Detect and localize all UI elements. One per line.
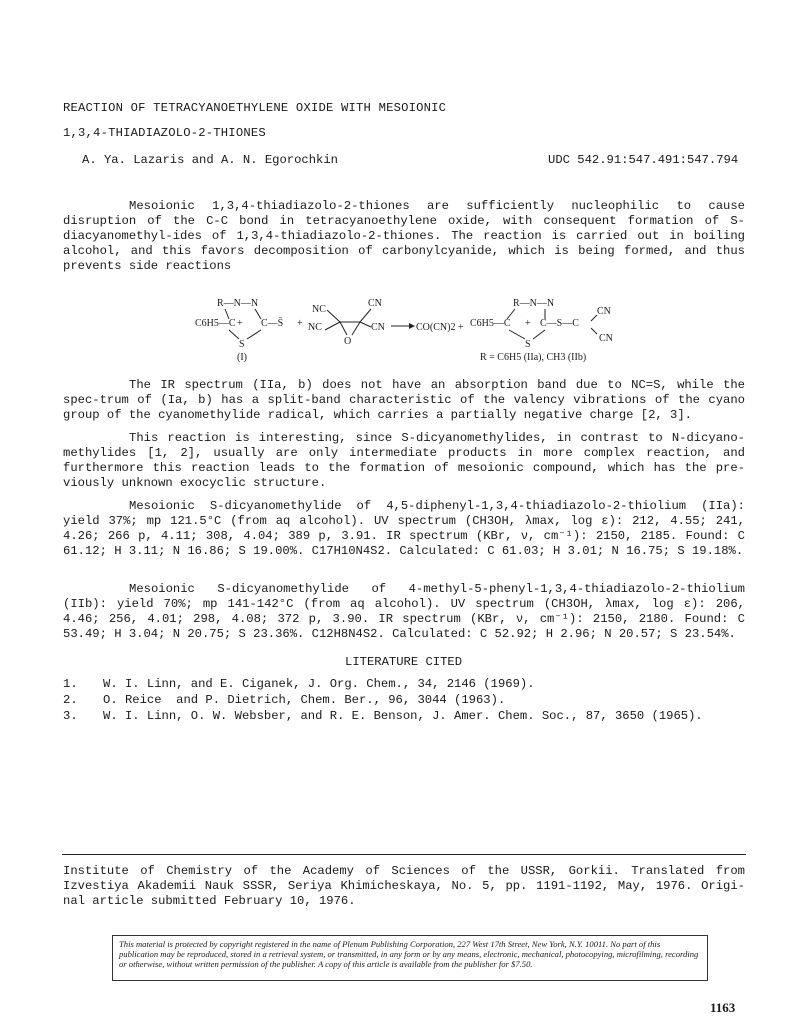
product-plus-inner: + <box>525 318 531 329</box>
reference-item <box>63 677 703 693</box>
reactant-label: (I) <box>237 352 247 363</box>
reactant-n-n: R—N—N <box>217 298 259 309</box>
reference-list <box>63 677 703 725</box>
institute-footnote: Institute of Chemistry of the Academy of Sciences of the USSR, Gorkii. Translated from Izvestiya Akademii Nauk SSSR, Seriya Khimicheskaya, No. 5, pp. 1191-1192, May, 1976. Origi-nal article submitted February 10, 1976. <box>63 864 745 908</box>
tcne-nc-top: NC <box>312 304 326 315</box>
page-number: 1163 <box>710 1000 736 1015</box>
reaction-scheme <box>195 294 625 366</box>
paragraph-interest <box>63 431 745 491</box>
tcne-oxygen: O <box>344 336 352 347</box>
abstract <box>63 199 745 274</box>
reference-item <box>63 709 703 725</box>
paragraph-iib <box>63 582 745 642</box>
reference-number: 2. <box>63 693 78 707</box>
reference-text: W. I. Linn, O. W. Websber, and R. E. Benson, J. Amer. Chem. Soc., 87, 3650 (1965). <box>103 709 703 723</box>
reference-item <box>63 693 703 709</box>
udc-code: UDC 542.91:547.491:547.794 <box>548 153 739 167</box>
product-cn-top: CN <box>597 306 611 317</box>
paragraph-iia <box>63 499 745 559</box>
literature-heading: LITERATURE CITED <box>345 655 463 669</box>
tcne-oxide <box>308 298 385 347</box>
byproduct: CO(CN)2 + <box>416 322 464 333</box>
paragraph-ir <box>63 378 745 423</box>
product-n-n: R—N—N <box>513 298 555 309</box>
reactant-phenyl: C6H5—C <box>195 318 236 329</box>
tcne-cn-top: CN <box>368 298 382 309</box>
authors: A. Ya. Lazaris and A. N. Egorochkin <box>82 153 338 167</box>
reactant-thione: C—S̄ <box>261 318 284 329</box>
paragraph-ir-text: The IR spectrum (IIa, b) does not have an absorption band due to NC=S, while the spec-trum of (Ia, b) has a split-band characteristic of the valency vibrations of the cyano group of the cyanomethylide radical, which carries a partially negative charge [2, 3]. <box>63 378 745 422</box>
product-thiadiazole <box>470 298 613 363</box>
title-line-2: 1,3,4-THIADIAZOLO-2-THIONES <box>63 126 266 140</box>
reference-text: W. I. Linn, and E. Ciganek, J. Org. Chem., 34, 2146 (1969). <box>103 677 535 691</box>
product-thiolate: C—S—C <box>540 318 579 329</box>
abstract-text: Mesoionic 1,3,4-thiadiazolo-2-thiones are sufficiently nucleophilic to cause disruption of the C-C bond in tetracyanoethylene oxide, with consequent formation of S-diacyanomethyl-ides of 1,3,4-thiadiazolo-2-thiones. The reaction is carried out in boiling alcohol, and this favors decomposition of carbonylcyanide, which is being formed, and thus prevents side reactions <box>63 199 745 273</box>
copyright-notice: This material is protected by copyright registered in the name of Plenum Publishing Corporation, 227 West 17th Street, New York, N.Y. 10011. No part of this publication may be reproduced, stored in a retrieval system, or transmitted, in any form or by any means, electronic, mechanical, photocopying, microfilming, recording or otherwise, without written permission of the publisher. A copy of this article is available from the publisher for $7.50. <box>112 935 708 981</box>
article-title <box>63 101 446 151</box>
reference-text: O. Reice and P. Dietrich, Chem. Ber., 96, 3044 (1963). <box>103 693 506 707</box>
substituent-definition: R = C6H5 (IIa), CH3 (IIb) <box>480 352 587 363</box>
tcne-cn-bottom: CN <box>371 322 385 333</box>
paragraph-iib-text: Mesoionic S-dicyanomethylide of 4-methyl-5-phenyl-1,3,4-thiadiazolo-2-thiolium (IIb): yield 70%; mp 141-142°C (from aq alcohol). UV spectrum (CH3OH, λmax, log ε): 206, 4.46; 256, 4.01; 298, 4.08; 372 p, 3.90. IR spectrum (KBr, ν, cm⁻¹): 2150, 2180. Found: C 53.49; H 3.04; N 20.75; S 23.36%. C12H8N4S2. Calculated: C 52.92; H 2.96; N 20.57; S 23.54%. <box>63 582 745 641</box>
reactant-thiadiazole <box>195 298 283 363</box>
reactant-ring-s: S <box>239 339 245 350</box>
plus-sign: + <box>297 318 303 329</box>
tcne-nc-bottom: NC <box>308 322 322 333</box>
reference-number: 1. <box>63 677 78 691</box>
paragraph-interest-text: This reaction is interesting, since S-dicyanomethylides, in contrast to N-dicyano-methylides [1, 2], usually are only intermediate products in more complex reaction, and furthermore this reaction leads to the formation of mesoionic compound, which has the pre-viously unknown exocyclic structure. <box>63 431 745 490</box>
title-line-1: REACTION OF TETRACYANOETHYLENE OXIDE WITH MESOIONIC <box>63 101 447 115</box>
reference-number: 3. <box>63 709 78 723</box>
footnote-divider <box>62 854 746 855</box>
paragraph-iia-text: Mesoionic S-dicyanomethylide of 4,5-diphenyl-1,3,4-thiadiazolo-2-thiolium (IIa): yield 37%; mp 121.5°C (from aq alcohol). UV spectrum (CH3OH, λmax, log ε): 212, 4.55; 241, 4.26; 266 p, 4.11; 308, 4.04; 389 p, 3.91. IR spectrum (KBr, ν, cm⁻¹): 2150, 2185. Found: C 61.12; H 3.11; N 16.86; S 19.00%. C17H10N4S2. Calculated: C 61.03; H 3.01; N 16.75; S 19.18%. <box>63 499 745 558</box>
product-cn-bottom: CN <box>599 333 613 344</box>
product-phenyl: C6H5—C <box>470 318 511 329</box>
reactant-plus-inner: + <box>237 318 243 329</box>
product-ring-s: S <box>525 339 531 350</box>
